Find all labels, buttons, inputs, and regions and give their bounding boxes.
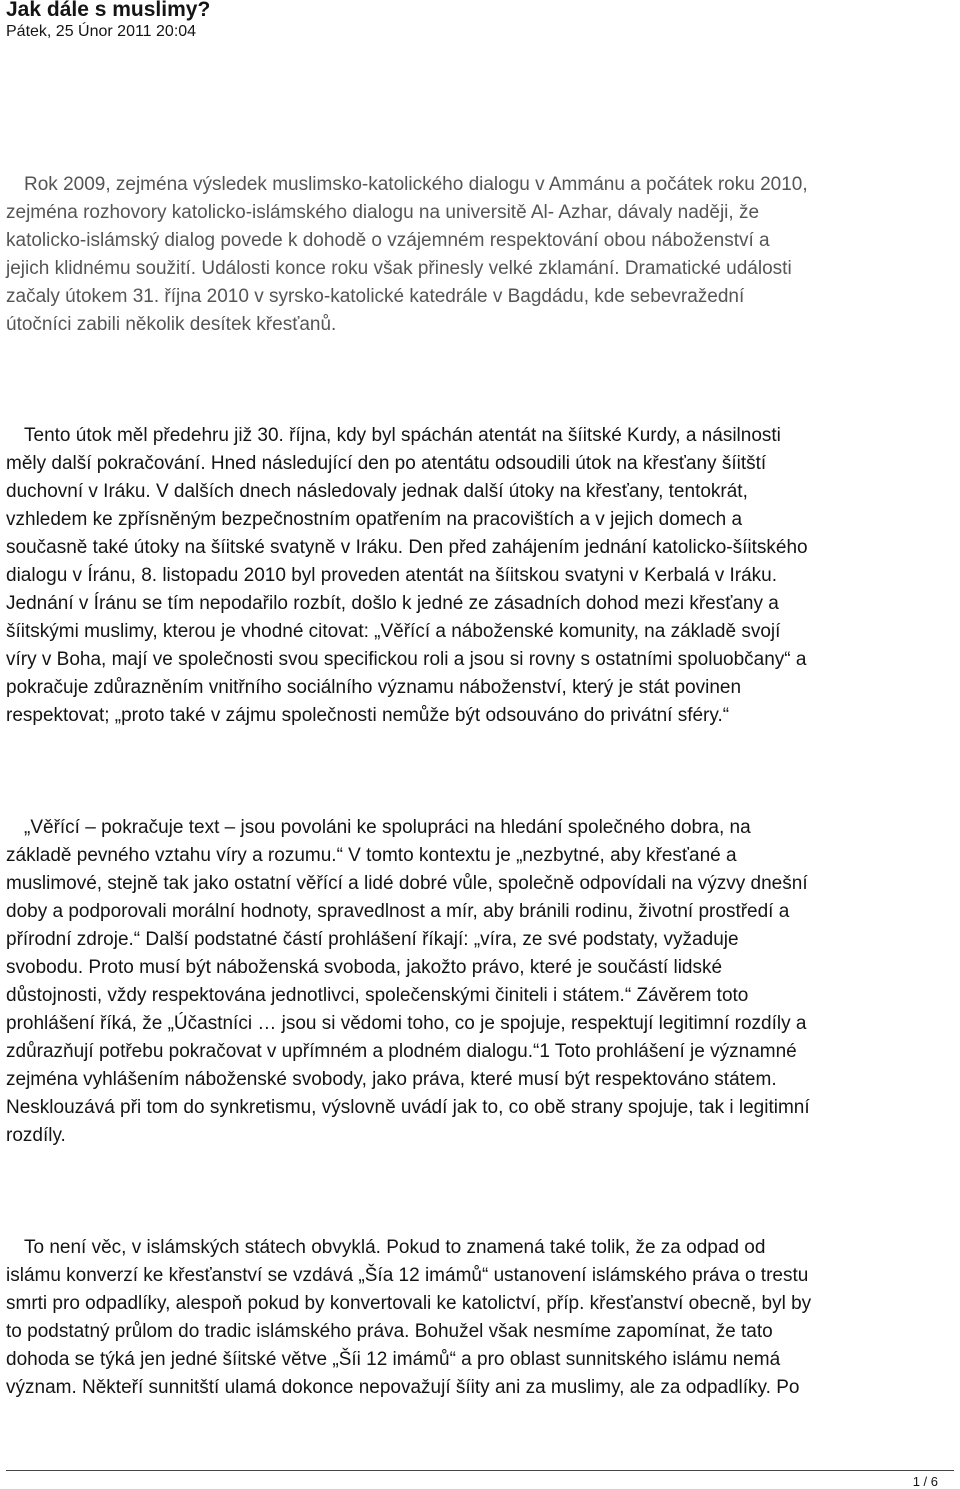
text-line: pokračuje zdůrazněním vnitřního sociálního významu náboženství, který je stát povinen bbox=[6, 677, 742, 698]
text-line: dialogu v Íránu, 8. listopadu 2010 byl proveden atentát na šíitskou svatyni v Kerbalá v Iráku. bbox=[6, 565, 778, 586]
text-line: To není věc, v islámských státech obvyklá. Pokud to znamená také tolik, že za odpad od bbox=[24, 1237, 766, 1258]
text-line: současně také útoky na šíitské svatyně v Iráku. Den před zahájením jednání katolicko-šíitského bbox=[6, 537, 808, 558]
text-line: respektovat; „proto také v zájmu společnosti nemůže být odsouváno do privátní sféry.“ bbox=[6, 705, 730, 726]
text-line: vzhledem ke zpřísněným bezpečnostním opatřením na pracovištích a v jejich domech a bbox=[6, 509, 743, 530]
text-line: přírodní zdroje.“ Další podstatné částí prohlášení říkají: „víra, ze své podstaty, vyžaduje bbox=[6, 929, 739, 950]
text-line: důstojnosti, vždy respektována jednotlivci, společenskými činiteli i státem.“ Závěrem toto bbox=[6, 985, 749, 1006]
text-line: víry v Boha, mají ve společnosti svou specifickou roli a jsou si rovny s ostatními spoluobčany“ a bbox=[6, 649, 807, 670]
text-line: katolicko-islámský dialog povede k dohodě o vzájemném respektování obou náboženství a bbox=[6, 230, 770, 251]
text-line: doby a podporovali morální hodnoty, spravedlnost a mír, aby bránili rodinu, životní prostředí a bbox=[6, 901, 790, 922]
text-line: svobodu. Proto musí být náboženská svoboda, jakožto právo, které je součástí lidské bbox=[6, 957, 723, 978]
text-line: začaly útokem 31. října 2010 v syrsko-katolické katedrále v Bagdádu, kde sebevražední bbox=[6, 286, 745, 307]
text-line: měly další pokračování. Hned následující den po atentátu odsoudili útok na křesťany šíitští bbox=[6, 453, 767, 474]
text-line: Nesklouzává při tom do synkretismu, výslovně uvádí jak to, co obě strany spojuje, tak i legitimní bbox=[6, 1097, 810, 1118]
text-line: islámu konverzí ke křesťanství se vzdává „Šía 12 imámů“ ustanovení islámského práva o trestu bbox=[6, 1265, 809, 1286]
text-line: „Věřící – pokračuje text – jsou povoláni ke spolupráci na hledání společného dobra, na bbox=[24, 817, 751, 838]
text-line: prohlášení říká, že „Účastníci … jsou si vědomi toho, co je spojuje, respektují legitimní rozdíly a bbox=[6, 1013, 807, 1034]
text-line: zejména vyhlášením náboženské svobody, jako práva, které musí být respektováno státem. bbox=[6, 1069, 777, 1090]
text-line: duchovní v Iráku. V dalších dnech následovaly jednak další útoky na křesťany, tentokrát, bbox=[6, 481, 748, 502]
document-title: Jak dále s muslimy? bbox=[6, 0, 211, 21]
publish-date: Pátek, 25 Únor 2011 20:04 bbox=[6, 23, 197, 40]
text-line: význam. Někteří sunnitští ulamá dokonce nepovažují šíity ani za muslimy, ale za odpadlíky. Po bbox=[6, 1377, 800, 1398]
text-line: Tento útok měl předehru již 30. října, kdy byl spáchán atentát na šíitské Kurdy, a násilnosti bbox=[24, 425, 781, 446]
text-line: rozdíly. bbox=[6, 1125, 66, 1146]
text-line: útočníci zabili několik desítek křesťanů. bbox=[6, 314, 337, 335]
text-line: šíitskými muslimy, kterou je vhodné citovat: „Věřící a náboženské komunity, na základě svojí bbox=[6, 621, 781, 642]
text-line: Rok 2009, zejména výsledek muslimsko-katolického dialogu v Ammánu a počátek roku 2010, bbox=[24, 174, 808, 195]
text-line: zejména rozhovory katolicko-islámského dialogu na universitě Al- Azhar, dávaly naději, že bbox=[6, 202, 760, 223]
text-line: základě pevného vztahu víry a rozumu.“ V tomto kontextu je „nezbytné, aby křesťané a bbox=[6, 845, 737, 866]
footer-divider bbox=[6, 1470, 954, 1471]
page-number: 1 / 6 bbox=[912, 1474, 938, 1489]
text-line: to podstatný průlom do tradic islámského práva. Bohužel však nesmíme zapomínat, že tato bbox=[6, 1321, 773, 1342]
text-line: smrti pro odpadlíky, alespoň pokud by konvertovali ke katolictví, příp. křesťanství obecně, byl by bbox=[6, 1293, 812, 1314]
text-line: zdůrazňují potřebu pokračovat v upřímném a plodném dialogu.“1 Toto prohlášení je významné bbox=[6, 1041, 797, 1062]
text-line: dohoda se týká jen jedné šíitské větve „Šíi 12 imámů“ a pro oblast sunnitského islámu nemá bbox=[6, 1349, 781, 1370]
text-line: Jednání v Íránu se tím nepodařilo rozbít, došlo k jedné ze zásadních dohod mezi křesťany a bbox=[6, 593, 779, 614]
text-line: jejich klidnému soužití. Události konce roku však přinesly velké zklamání. Dramatické události bbox=[6, 258, 792, 279]
text-line: muslimové, stejně tak jako ostatní věřící a lidé dobré vůle, společně odpovídali na výzvy dnešní bbox=[6, 873, 808, 894]
